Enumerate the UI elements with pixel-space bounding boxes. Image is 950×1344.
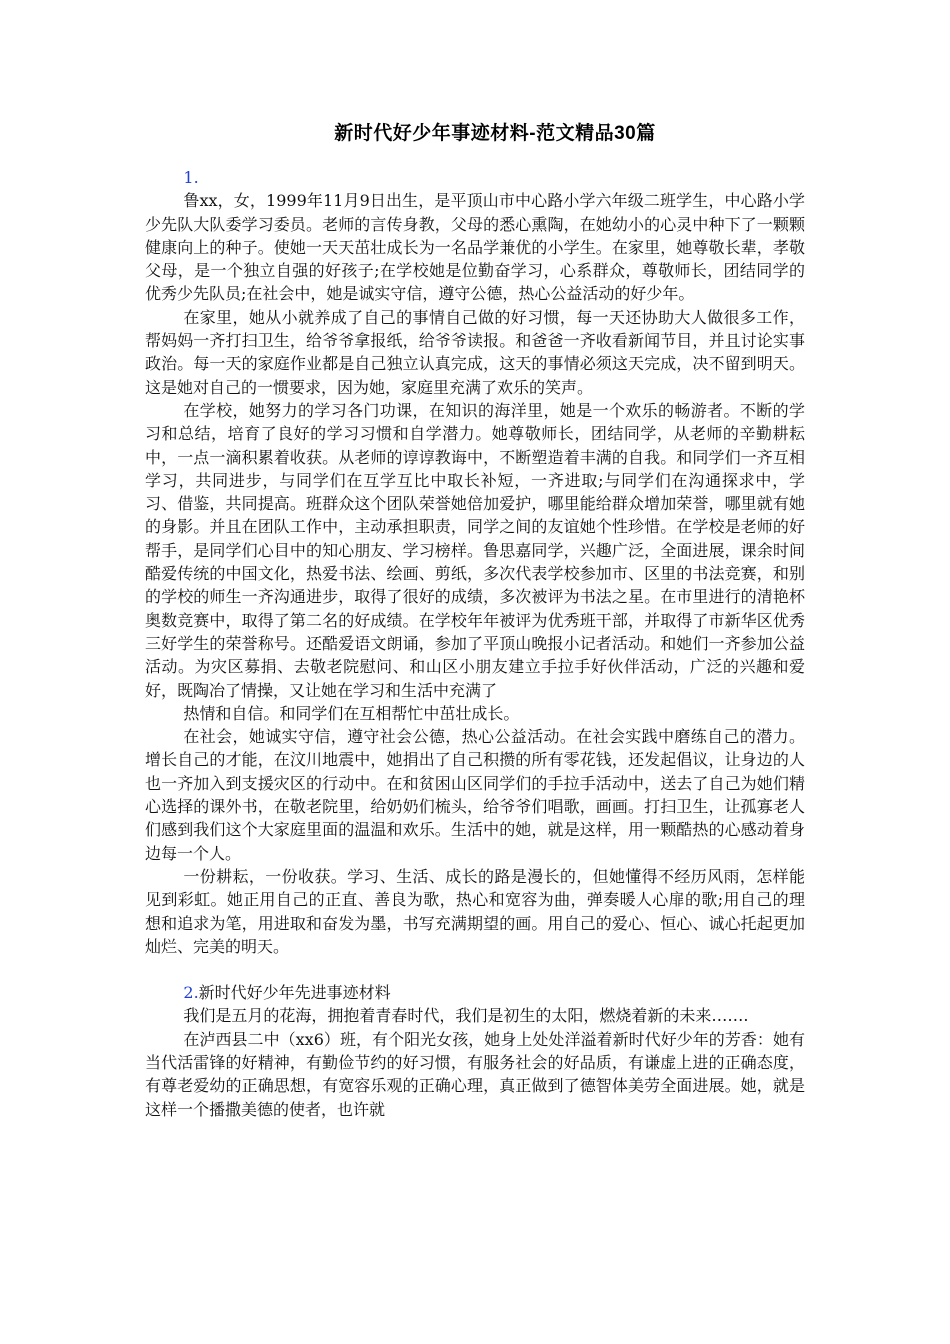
document-title: 新时代好少年事迹材料-范文精品30篇 (334, 123, 656, 144)
paragraph: 我们是五月的花海，拥抱着青春时代，我们是初生的太阳，燃烧着新的未来……. (183, 1006, 749, 1026)
document-body (145, 166, 805, 1121)
paragraph: 在泸西县二中（xx6）班，有个阳光女孩，她身上处处洋溢着新时代好少年的芳香：她有当代活雷锋的好精神，有勤俭节约的好习惯，有服务社会的好品质，有谦虚上进的正确态度，有尊老爱幼的正确思想，有宽容乐观的正确心理，真正做到了德智体美劳全面进展。她，就是这样一个播撒美德的使者，也许就 (145, 1029, 805, 1119)
section-1-number (145, 166, 805, 189)
paragraph-continuation: 热情和自信。和同学们在互相帮忙中茁壮成长。 (183, 703, 520, 723)
paragraph: 鲁xx，女，1999年11月9日出生，是平顶山市中心路小学六年级二班学生，中心路小学少先队大队委学习委员。老师的言传身教，父母的悉心熏陶，在她幼小的心灵中种下了一颗颗健康向上的种子。使她一天天茁壮成长为一名品学兼优的小学生。在家里，她尊敬长辈，孝敬父母，是一个独立自强的好孩子;在学校她是位勤奋学习，心系群众，尊敬师长，团结同学的优秀少先队员;在社会中，她是诚实守信，遵守公德，热心公益活动的好少年。 (145, 191, 805, 304)
section-number: 1. (183, 168, 199, 187)
section-heading-text: 新时代好少年先进事迹材料 (198, 983, 391, 1003)
paragraph: 一份耕耘，一份收获。学习、生活、成长的路是漫长的，但她懂得不经历风雨，怎样能见到彩虹。她正用自己的正直、善良为歌，热心和宽容为曲，弹奏暖人心扉的歌;用自己的理想和追求为笔，用进取和奋发为墨，书写充满期望的画。用自己的爱心、恒心、诚心托起更加灿烂、完美的明天。 (145, 866, 805, 956)
section-2-heading (145, 981, 805, 1004)
section-number: 2. (183, 983, 199, 1003)
paragraph: 在社会，她诚实守信，遵守社会公德，热心公益活动。在社会实践中磨练自己的潜力。增长自己的才能，在汶川地震中，她捐出了自己积攒的所有零花钱，还发起倡议，让身边的人也一齐加入到支援灾区的行动中。在和贫困山区同学们的手拉手活动中，送去了自己为她们精心选择的课外书，在敬老院里，给奶奶们梳头，给爷爷们唱歌，画画。打扫卫生，让孤寡老人们感到我们这个大家庭里面的温温和欢乐。生活中的她，就是这样，用一颗酷热的心感动着身边每一个人。 (145, 727, 805, 863)
paragraph: 在学校，她努力的学习各门功课，在知识的海洋里，她是一个欢乐的畅游者。不断的学习和总结，培育了良好的学习习惯和自学潜力。她尊敬师长，团结同学，从老师的辛勤耕耘中，一点一滴积累着收获。从老师的谆谆教诲中，不断塑造着丰满的自我。和同学们一齐互相学习，共同进步，与同学们在互学互比中取长补短，一齐进取;与同学们在沟通探求中，学习、借鉴，共同提高。班群众这个团队荣誉她倍加爱护，哪里能给群众增加荣誉，哪里就有她的身影。并且在团队工作中，主动承担职责，同学之间的友谊她个性珍惜。在学校是老师的好帮手，是同学们心目中的知心朋友、学习榜样。鲁思嘉同学，兴趣广泛，全面进展，课余时间酷爱传统的中国文化，热爱书法、绘画、剪纸，多次代表学校参加市、区里的书法竞赛，和别的学校的师生一齐沟通进步，取得了很好的成绩，多次被评为书法之星。在市里进行的清艳杯奥数竞赛中，取得了第二名的好成绩。在学校年年被评为优秀班干部，并取得了市新华区优秀三好学生的荣誉称号。还酷爱语文朗诵，参加了平顶山晚报小记者活动。和她们一齐参加公益活动。为灾区募捐、去敬老院慰问、和山区小朋友建立手拉手好伙伴活动，广泛的兴趣和爱好，既陶冶了情操，又让她在学习和生活中充满了 (145, 400, 805, 700)
paragraph: 在家里，她从小就养成了自己的事情自己做的好习惯，每一天还协助大人做很多工作，帮妈妈一齐打扫卫生，给爷爷拿报纸，给爷爷读报。和爸爸一齐收看新闻节目，并且讨论实事政治。每一天的家庭作业都是自己独立认真完成，这天的事情必须这天完成，决不留到明天。这是她对自己的一惯要求，因为她，家庭里充满了欢乐的笑声。 (145, 307, 805, 397)
